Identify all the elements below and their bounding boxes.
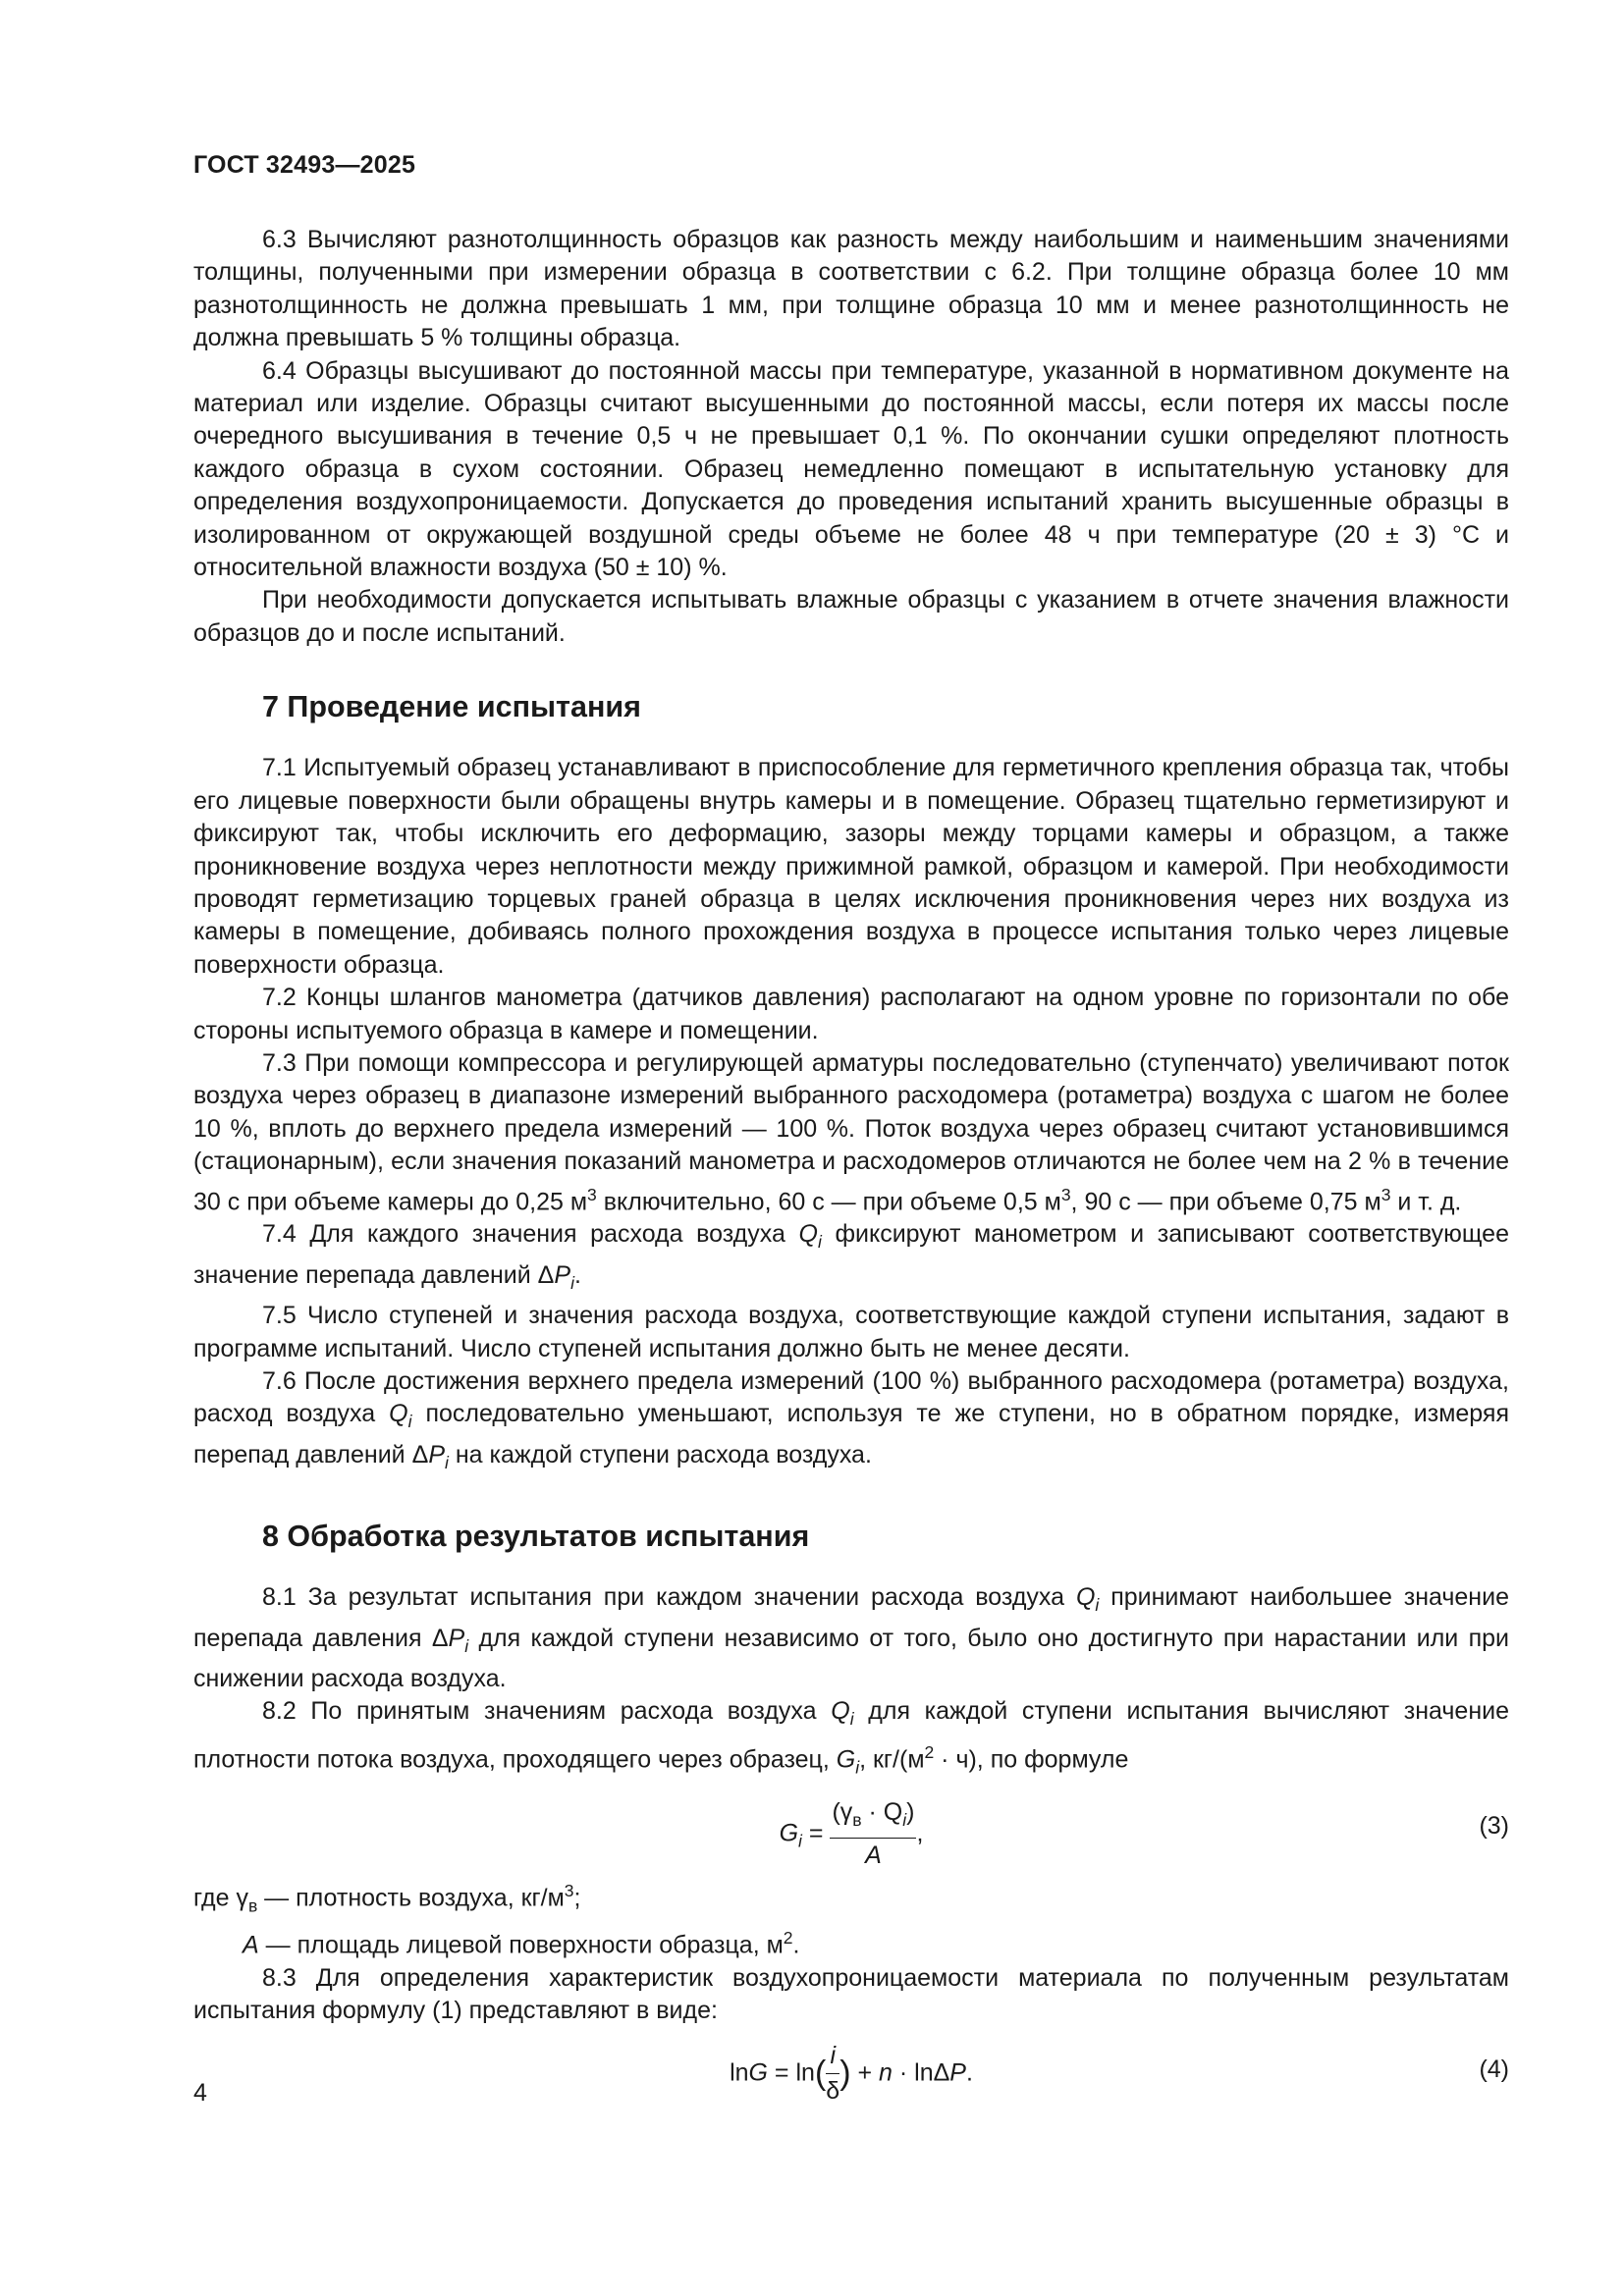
paragraph-6-3: 6.3 Вычисляют разнотолщинность образцов как разность между наибольшим и наименьшим значениями толщины, полученными при измерении образца в соответствии с 6.2. При толщине образца более 10 мм разнотолщинность не должна превышать 1 мм, при толщине образца 10 мм и менее разнотолщинность не должна превышать 5 % толщины образца. <box>193 226 1509 352</box>
formula-3-number: (3) <box>1479 1811 1509 1840</box>
paragraph-7-1: 7.1 Испытуемый образец устанавливают в приспособление для герметичного крепления образца так, чтобы его лицевые поверхности были обращены внутрь камеры и в помещение. Образец тщательно герметизируют и фиксируют так, чтобы исключить его деформацию, зазоры между торцами камеры и образцом, а также проникновение воздуха через неплотности между прижимной рамкой, образцом и камерой. При необходимости проводят герметизацию торцевых граней образца в целях исключения проникновения через них воздуха из камеры в помещение, добиваясь полного прохождения воздуха в процессе испытания только через лицевые поверхности образца. <box>193 754 1509 979</box>
legend-gamma: где $\gamma_в$ — плотность воздуха, $кг/м^3$; <box>193 1880 581 1915</box>
paragraph-7-2: 7.2 Концы шлангов манометра (датчиков давления) располагают на одном уровне по горизонтали по обе стороны испытуемого образца в камере и помещении. <box>193 984 1509 1044</box>
paragraph-7-3: 7.3 При помощи компрессора и регулирующей арматуры последовательно (ступенчато) увеличивают поток воздуха через образец в диапазоне измерений выбранного расходомера (ротаметра) воздуха с шагом не более 10 %, вплоть до верхнего предела измерений — 100 %. Поток воздуха через образец считают установившимся (стационарным), если значения показаний манометра и расходомеров отличаются не более чем на 2 % в течение 30 с при объеме камеры до 0,25 $м^3$ включительно, 60 с — при объеме 0,5 $м^3$, 90 с — при объеме 0,75 $м^3$ и т. д. <box>193 1048 1509 1215</box>
page-number: 4 <box>193 2079 207 2107</box>
formula-3-fraction: $\frac{(\gamma_в \cdot Q_i)}{A}$ <box>832 1797 915 1869</box>
formula-4-number: (4) <box>1479 2055 1509 2083</box>
paragraph-7-6: 7.6 После достижения верхнего предела измерений (100 %) выбранного расходомера (ротаметра) воздуха, расход воздуха $Q_i$ последовательно уменьшают, используя те же ступени, но в обратном порядке, измеряя перепад давлений $\Delta P_i$ на каждой ступени расхода воздуха. <box>193 1366 1510 1472</box>
section-7-title: 7 Проведение испытания <box>262 690 641 724</box>
formula-3-expression: $G_i$ = $\frac{(\gamma_в \cdot Q_i)}{A}$ , <box>193 1796 1509 1873</box>
paragraph-8-3: 8.3 Для определения характеристик воздухопроницаемости материала по полученным результатам испытания формулу (1) представляют в виде: <box>193 1963 1509 2025</box>
paragraph-6-4: 6.4 Образцы высушивают до постоянной массы при температуре, указанной в нормативном документе на материал или изделие. Образцы считают высушенными до постоянной массы, если потеря их массы после очередного высушивания в течение 0,5 ч не превышает 0,1 %. По окончании сушки определяют плотность каждого образца в сухом состоянии. Образец немедленно помещают в испытательную установку для определения воздухопроницаемости. Допускается до проведения испытаний хранить высушенные образцы в изолированном от окружающей воздушной среды объеме не более 48 ч при температуре (20 ± 3) °С и относительной влажности воздуха (50 ± 10) %. <box>193 356 1509 582</box>
paragraph-8-2: 8.2 По принятым значениям расхода воздуха $Q_i$ для каждой ступени испытания вычисляют значение плотности потока воздуха, проходящего через образец, $G_i$, $кг/(м^2 \cdot ч)$, по формуле <box>193 1697 1510 1778</box>
formula-4-expression: lnG = ln( $\frac{i}{\delta}$ ) + n · lnΔP. <box>730 2041 973 2106</box>
paragraph-8-1: 8.1 За результат испытания при каждом значении расхода воздуха $Q_i$ принимают наибольшее значение перепада давления $\Delta P_i$ для каждой ступени независимо от того, было оно достигнуто при нарастании или при снижении расхода воздуха. <box>193 1583 1509 1692</box>
document-body <box>193 224 1509 2118</box>
paragraph-6-4-note: При необходимости допускается испытывать влажные образцы с указанием в отчете значения влажности образцов до и после испытаний. <box>193 586 1509 647</box>
doc-header: ГОСТ 32493—2025 <box>193 151 416 179</box>
formula-4 <box>193 2040 1509 2105</box>
formula-3 <box>193 1796 1509 1869</box>
paragraph-7-4: 7.4 Для каждого значения расхода воздуха $Q_i$ фиксируют манометром и записывают соответствующее значение перепада давлений $\Delta P_i$. <box>193 1220 1509 1293</box>
section-8-title: 8 Обработка результатов испытания <box>262 1520 810 1554</box>
paragraph-7-5: 7.5 Число ступеней и значения расхода воздуха, соответствующие каждой ступени испытания, задают в программе испытаний. Число ступеней испытания должно быть не менее десяти. <box>193 1302 1509 1362</box>
legend-area: A — площадь лицевой поверхности образца, $м^2$. <box>243 1928 800 1959</box>
